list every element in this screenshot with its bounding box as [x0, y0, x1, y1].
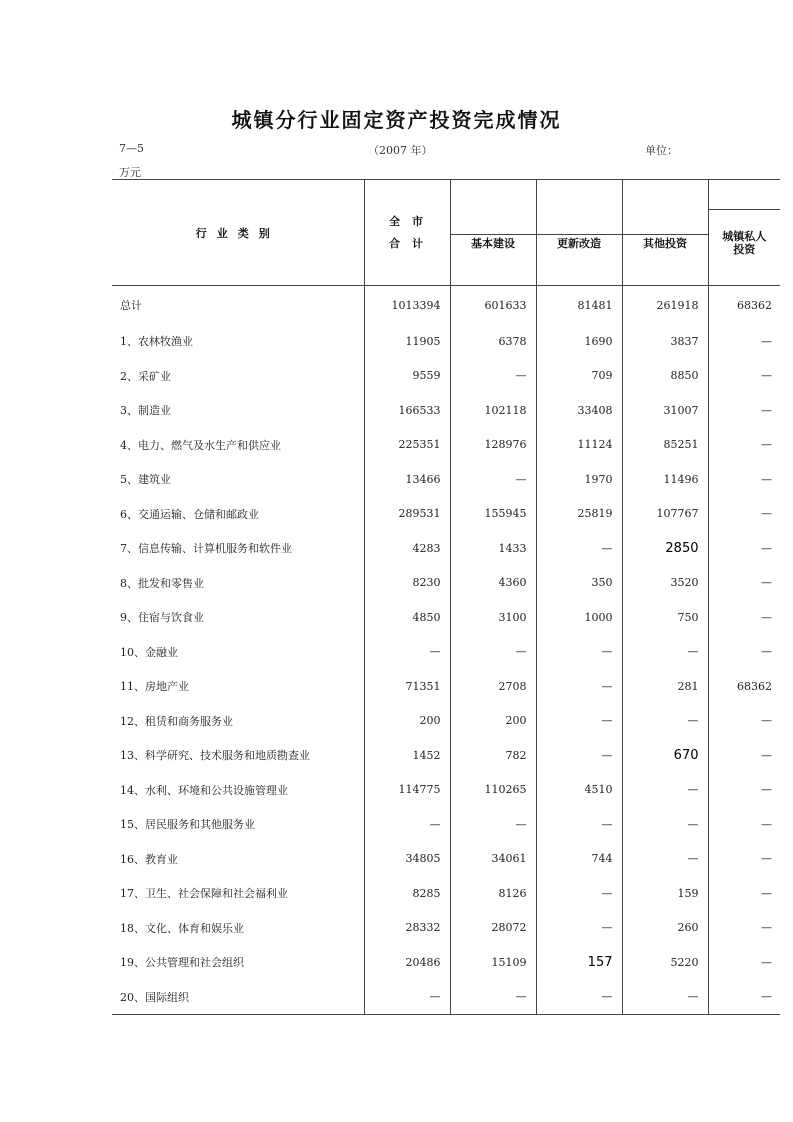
total-cell: 1452 [364, 738, 450, 773]
table-row [112, 359, 780, 394]
capital-cell: — [450, 635, 536, 670]
table-row [112, 324, 780, 359]
total-cell: 200 [364, 704, 450, 739]
industry-name-cell: 7、信息传输、计算机服务和软件业 [112, 531, 364, 566]
total-cell: 13466 [364, 462, 450, 497]
capital-cell: — [450, 359, 536, 394]
private-cell: — [761, 369, 772, 383]
unit-label: 单位： [645, 144, 678, 157]
table-row [112, 635, 780, 670]
unit-value: 万元 [119, 166, 141, 179]
header-capital-construction [450, 180, 536, 286]
investment-table [112, 179, 780, 1015]
table-row [112, 773, 780, 808]
capital-cell: 8126 [450, 876, 536, 911]
other-cell: 107767 [622, 497, 708, 532]
private-cell: — [761, 403, 772, 417]
table-row [112, 600, 780, 635]
total-cell: 20486 [364, 945, 450, 980]
other-cell: — [622, 807, 708, 842]
table-row [112, 393, 780, 428]
industry-name-cell: 14、水利、环境和公共设施管理业 [112, 773, 364, 808]
industry-name-cell: 6、交通运输、仓储和邮政业 [112, 497, 364, 532]
renovation-cell: — [536, 980, 622, 1015]
capital-cell: 28072 [450, 911, 536, 946]
private-cell: — [761, 645, 772, 659]
other-cell: — [622, 980, 708, 1015]
other-cell: 11496 [622, 462, 708, 497]
capital-cell: 3100 [450, 600, 536, 635]
year-label: （2007 年） [368, 144, 433, 157]
capital-cell: 2708 [450, 669, 536, 704]
renovation-cell: 1000 [536, 600, 622, 635]
renovation-cell: — [536, 911, 622, 946]
table-row [112, 807, 780, 842]
capital-cell: 601633 [450, 286, 536, 325]
industry-name-cell: 16、教育业 [112, 842, 364, 877]
total-cell: 4850 [364, 600, 450, 635]
private-cell: — [761, 714, 772, 728]
table-row [112, 876, 780, 911]
other-cell: 3520 [622, 566, 708, 601]
total-cell: 11905 [364, 324, 450, 359]
other-cell: 85251 [622, 428, 708, 463]
other-cell: — [622, 773, 708, 808]
private-cell: — [761, 852, 772, 866]
private-cell: — [761, 438, 772, 452]
total-cell: 28332 [364, 911, 450, 946]
table-row [112, 531, 780, 566]
table-row [112, 669, 780, 704]
industry-name-cell: 2、采矿业 [112, 359, 364, 394]
other-cell: — [622, 704, 708, 739]
other-cell: 260 [622, 911, 708, 946]
industry-name-cell: 5、建筑业 [112, 462, 364, 497]
renovation-cell: — [536, 876, 622, 911]
industry-name-cell: 18、文化、体育和娱乐业 [112, 911, 364, 946]
capital-cell: 102118 [450, 393, 536, 428]
total-cell: 34805 [364, 842, 450, 877]
industry-name-cell: 1、农林牧渔业 [112, 324, 364, 359]
renovation-cell: 81481 [536, 286, 622, 325]
private-cell: — [761, 748, 772, 762]
total-cell: 225351 [364, 428, 450, 463]
other-cell: 3837 [622, 324, 708, 359]
industry-name-cell: 12、租赁和商务服务业 [112, 704, 364, 739]
header-private-investment [708, 180, 780, 286]
renovation-cell: 1970 [536, 462, 622, 497]
total-cell: — [364, 980, 450, 1015]
renovation-cell: 11124 [536, 428, 622, 463]
private-cell: — [761, 783, 772, 797]
renovation-cell: 4510 [536, 773, 622, 808]
total-cell: — [364, 635, 450, 670]
other-cell: 159 [622, 876, 708, 911]
other-cell: 5220 [622, 945, 708, 980]
private-cell: — [761, 334, 772, 348]
private-cell: — [708, 980, 780, 1015]
private-cell: — [761, 955, 772, 969]
header-total-line1: 全市 [389, 214, 435, 228]
other-cell: 281 [622, 669, 708, 704]
table-code: 7—5 [119, 142, 144, 155]
other-cell: 2850 [622, 531, 708, 566]
renovation-cell: — [536, 704, 622, 739]
table-row [112, 428, 780, 463]
renovation-cell: 350 [536, 566, 622, 601]
total-cell: 8230 [364, 566, 450, 601]
header-other-investment [622, 180, 708, 286]
industry-name-cell: 总计 [112, 286, 364, 325]
capital-cell: 1433 [450, 531, 536, 566]
private-cell: — [761, 817, 772, 831]
table-row [112, 462, 780, 497]
private-cell: — [761, 541, 772, 555]
table-row [112, 842, 780, 877]
capital-cell: 110265 [450, 773, 536, 808]
header-other-investment-label: 其他投资 [643, 236, 687, 250]
renovation-cell: 1690 [536, 324, 622, 359]
private-cell: 68362 [737, 679, 772, 693]
industry-name-cell: 15、居民服务和其他服务业 [112, 807, 364, 842]
renovation-cell: 25819 [536, 497, 622, 532]
table-row [112, 566, 780, 601]
capital-cell: 34061 [450, 842, 536, 877]
total-cell: — [364, 807, 450, 842]
table-row [112, 497, 780, 532]
table-row [112, 286, 780, 325]
header-industry: 行业类别 [112, 180, 364, 286]
total-cell: 9559 [364, 359, 450, 394]
header-capital-construction-label: 基本建设 [471, 236, 515, 250]
capital-cell: 15109 [450, 945, 536, 980]
private-cell: — [761, 576, 772, 590]
other-cell: 31007 [622, 393, 708, 428]
industry-name-cell: 9、住宿与饮食业 [112, 600, 364, 635]
header-total [364, 180, 450, 286]
capital-cell: 782 [450, 738, 536, 773]
other-cell: 750 [622, 600, 708, 635]
table-body [112, 286, 780, 1015]
total-cell: 71351 [364, 669, 450, 704]
industry-name-cell: 4、电力、燃气及水生产和供应业 [112, 428, 364, 463]
total-cell: 1013394 [364, 286, 450, 325]
private-cell: — [761, 507, 772, 521]
private-cell: — [761, 886, 772, 900]
other-cell: 261918 [622, 286, 708, 325]
industry-name-cell: 8、批发和零售业 [112, 566, 364, 601]
renovation-cell: — [536, 531, 622, 566]
capital-cell: 155945 [450, 497, 536, 532]
industry-name-cell: 11、房地产业 [112, 669, 364, 704]
capital-cell: — [450, 462, 536, 497]
private-cell: — [761, 921, 772, 935]
industry-name-cell: 19、公共管理和社会组织 [112, 945, 364, 980]
renovation-cell: — [536, 635, 622, 670]
table-row [112, 738, 780, 773]
renovation-cell: 33408 [536, 393, 622, 428]
private-cell: 68362 [737, 298, 772, 312]
renovation-cell: — [536, 669, 622, 704]
header-renovation-label: 更新改造 [557, 236, 601, 250]
industry-name-cell: 3、制造业 [112, 393, 364, 428]
industry-name-cell: 20、国际组织 [112, 980, 364, 1015]
renovation-cell: 709 [536, 359, 622, 394]
capital-cell: 4360 [450, 566, 536, 601]
table-row [112, 911, 780, 946]
header-private-line2: 投资 [733, 242, 756, 256]
capital-cell: — [450, 980, 536, 1015]
industry-name-cell: 10、金融业 [112, 635, 364, 670]
renovation-cell: 157 [536, 945, 622, 980]
total-cell: 114775 [364, 773, 450, 808]
capital-cell: 200 [450, 704, 536, 739]
table-row [112, 945, 780, 980]
industry-name-cell: 17、卫生、社会保障和社会福利业 [112, 876, 364, 911]
other-cell: — [622, 635, 708, 670]
total-cell: 4283 [364, 531, 450, 566]
industry-name-cell: 13、科学研究、技术服务和地质勘查业 [112, 738, 364, 773]
total-cell: 8285 [364, 876, 450, 911]
total-cell: 289531 [364, 497, 450, 532]
capital-cell: — [450, 807, 536, 842]
header-private-line1: 城镇私人 [722, 229, 767, 243]
table-row [112, 980, 780, 1015]
header-total-line2: 合计 [389, 236, 435, 250]
other-cell: 8850 [622, 359, 708, 394]
total-cell: 166533 [364, 393, 450, 428]
header-renovation [536, 180, 622, 286]
renovation-cell: 744 [536, 842, 622, 877]
capital-cell: 128976 [450, 428, 536, 463]
capital-cell: 6378 [450, 324, 536, 359]
other-cell: — [622, 842, 708, 877]
other-cell: 670 [622, 738, 708, 773]
renovation-cell: — [536, 807, 622, 842]
private-cell: — [761, 472, 772, 486]
table-row [112, 704, 780, 739]
private-cell: — [761, 610, 772, 624]
page-title: 城镇分行业固定资产投资完成情况 [231, 108, 562, 132]
renovation-cell: — [536, 738, 622, 773]
